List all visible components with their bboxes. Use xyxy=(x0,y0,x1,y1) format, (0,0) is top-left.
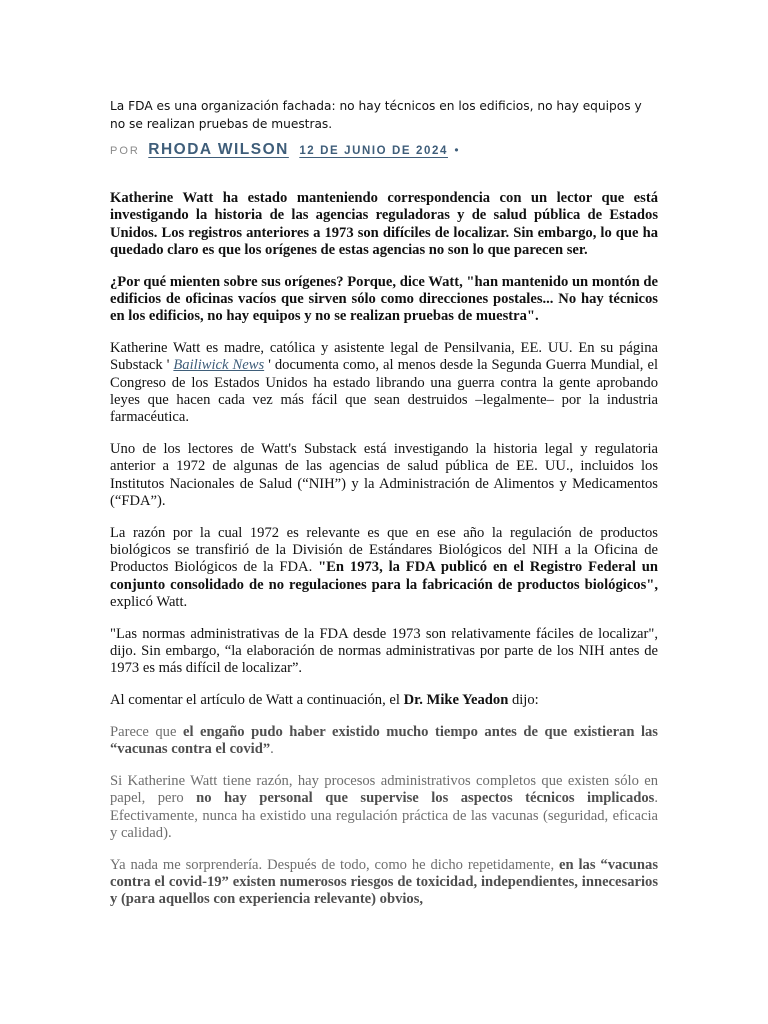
article-subtitle: La FDA es una organización fachada: no hay técnicos en los edificios, no hay equipos y no se realizan pruebas de muestras. xyxy=(110,99,642,131)
quote-2-text-before: Si Katherine Watt tiene razón, hay procesos administrativos completos que existen sólo en papel, pero xyxy=(110,773,658,807)
quote-2 xyxy=(110,773,658,842)
paragraph-4: Uno de los lectores de Watt's Substack está investigando la historia legal y regulatoria anterior a 1972 de algunas de las agencias de salud pública de EE. UU., incluidos los Institutos Nacionales de Salud (“NIH”) y la Administración de Alimentos y Medicamentos (“FDA”). xyxy=(110,441,658,509)
quote-3-text-before: Ya nada me sorprendería. Después de todo, como he dicho repetidamente, xyxy=(110,856,560,873)
quote-1-text-before: Parece que xyxy=(110,723,183,740)
paragraph-7 xyxy=(110,692,658,709)
byline-separator: • xyxy=(454,143,459,157)
paragraph-3 xyxy=(110,340,658,426)
paragraph-5-text-after: explicó Watt. xyxy=(110,593,188,610)
paragraph-6: "Las normas administrativas de la FDA desde 1973 son relativamente fáciles de localizar", dijo. Sin embargo, “la elaboración de normas administrativas por parte de los NIH antes de 1973 es más difícil de localizar”. xyxy=(110,625,658,677)
paragraph-5-text-before: La razón por la cual 1972 es relevante es que en ese año la regulación de productos biológicos se transfirió de la División de Estándares Biológicos del NIH a la Oficina de Productos Biológicos de la FDA. xyxy=(110,524,658,576)
paragraph-3-text-before: Katherine Watt es madre, católica y asistente legal de Pensilvania, EE. UU. En su página Substack ' xyxy=(110,340,658,374)
paragraph-7-text-before: Al comentar el artículo de Watt a continuación, el xyxy=(110,692,404,709)
paragraph-5-bold: "En 1973, la FDA publicó en el Registro Federal un conjunto consolidado de no regulaciones para la fabricación de productos biológicos", xyxy=(110,559,658,593)
quote-1 xyxy=(110,724,658,759)
quote-2-bold: no hay personal que supervise los aspectos técnicos implicados xyxy=(196,790,655,807)
paragraph-5 xyxy=(110,525,658,611)
date-link[interactable]: 12 DE JUNIO DE 2024 xyxy=(299,145,448,157)
paragraph-3-text-after: ' documenta como, al menos desde la Segunda Guerra Mundial, el Congreso de los Estados Unidos ha estado librando una guerra contra la gente aprobando leyes que hacen cada vez más fácil que sean destruidos –legalmente– por la industria farmacéutica. xyxy=(110,357,659,426)
paragraph-7-text-after: dijo: xyxy=(508,692,539,709)
quote-2-text-after: . Efectivamente, nunca ha existido una regulación práctica de las vacunas (seguridad, eficacia y calidad). xyxy=(110,790,658,841)
paragraph-7-bold: Dr. Mike Yeadon xyxy=(403,692,509,709)
quote-3 xyxy=(110,857,658,909)
quote-1-bold: el engaño pudo haber existido mucho tiempo antes de que existieran las “vacunas contra el covid” xyxy=(110,723,658,758)
bailiwick-news-link[interactable]: Bailiwick News xyxy=(173,357,265,374)
byline xyxy=(110,141,658,159)
quote-3-bold: en las “vacunas contra el covid-19” existen numerosos riesgos de toxicidad, independientes, innecesarios y (para aquellos con experiencia relevante) obvios, xyxy=(110,856,658,908)
byline-prefix: POR xyxy=(110,145,140,157)
quote-1-text-after: . xyxy=(270,741,274,758)
paragraph-intro-1: Katherine Watt ha estado manteniendo correspondencia con un lector que está investigando la historia de las agencias reguladoras y de salud pública de Estados Unidos. Los registros anteriores a 1973 son difíciles de localizar. Sin embargo, lo que ha quedado claro es que los orígenes de estas agencias no son lo que parecen ser. xyxy=(110,190,658,258)
article-body xyxy=(110,190,658,923)
paragraph-intro-2: ¿Por qué mienten sobre sus orígenes? Porque, dice Watt, "han mantenido un montón de edificios de oficinas vacíos que sirven sólo como direcciones postales... No hay técnicos en los edificios, no hay equipos y no se realizan pruebas de muestra". xyxy=(110,273,658,325)
author-link[interactable]: RHODA WILSON xyxy=(148,141,289,158)
